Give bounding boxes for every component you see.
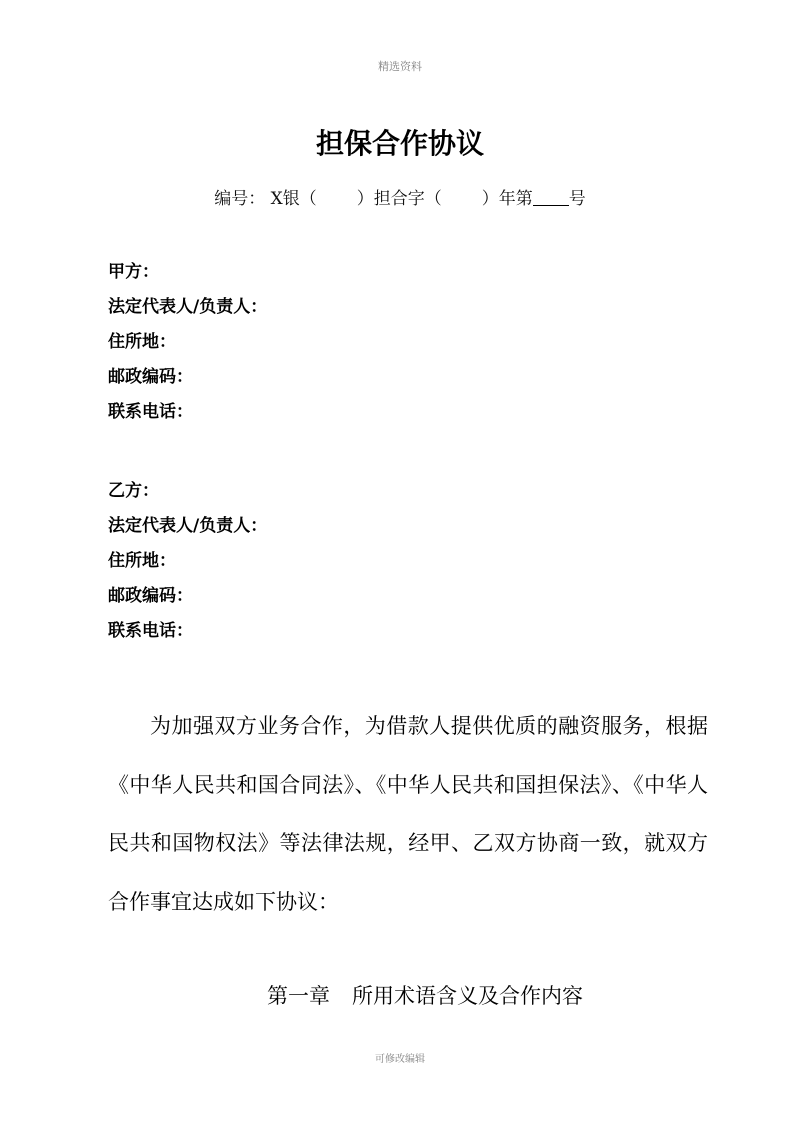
party-b-rep-label: 法定代表人/负责人： — [108, 516, 268, 536]
party-a-rep-label: 法定代表人/负责人： — [108, 297, 268, 317]
document-number — [0, 184, 800, 209]
doc-number-suffix-a: ）年第 — [481, 189, 533, 209]
document-title: 担保合作协议 — [315, 127, 484, 160]
party-b-postcode-label: 邮政编码： — [108, 586, 193, 606]
party-b-phone-label: 联系电话： — [108, 621, 193, 641]
doc-number-suffix-b: 号 — [568, 189, 586, 209]
doc-number-prefix: 编号： X银（ — [214, 189, 317, 209]
party-a-name-label: 甲方： — [108, 262, 159, 282]
header-note: 精选资料 — [378, 60, 422, 73]
party-a-address-label: 住所地： — [108, 332, 176, 352]
footer-note: 可修改编辑 — [375, 1054, 425, 1065]
doc-number-mid: ）担合字（ — [356, 189, 442, 209]
party-a-postcode-label: 邮政编码： — [108, 367, 193, 387]
party-b-section — [108, 474, 708, 649]
intro-paragraph: 为加强双方业务合作，为借款人提供优质的融资服务，根据《中华人民共和国合同法》、《中华人民共和国担保法》、《中华人民共和国物权法》等法律法规，经甲、乙双方协商一致，就双方合作事宜达成如下协议： — [108, 714, 708, 914]
chapter-title: 所用术语含义及合作内容 — [352, 984, 583, 1008]
doc-number-blank — [533, 189, 569, 206]
chapter-number: 第一章 — [267, 984, 330, 1008]
chapter-heading — [0, 980, 800, 1010]
party-b-name-label: 乙方： — [108, 481, 159, 501]
party-a-section — [108, 255, 708, 430]
party-b-address-label: 住所地： — [108, 551, 176, 571]
party-a-phone-label: 联系电话： — [108, 402, 193, 422]
